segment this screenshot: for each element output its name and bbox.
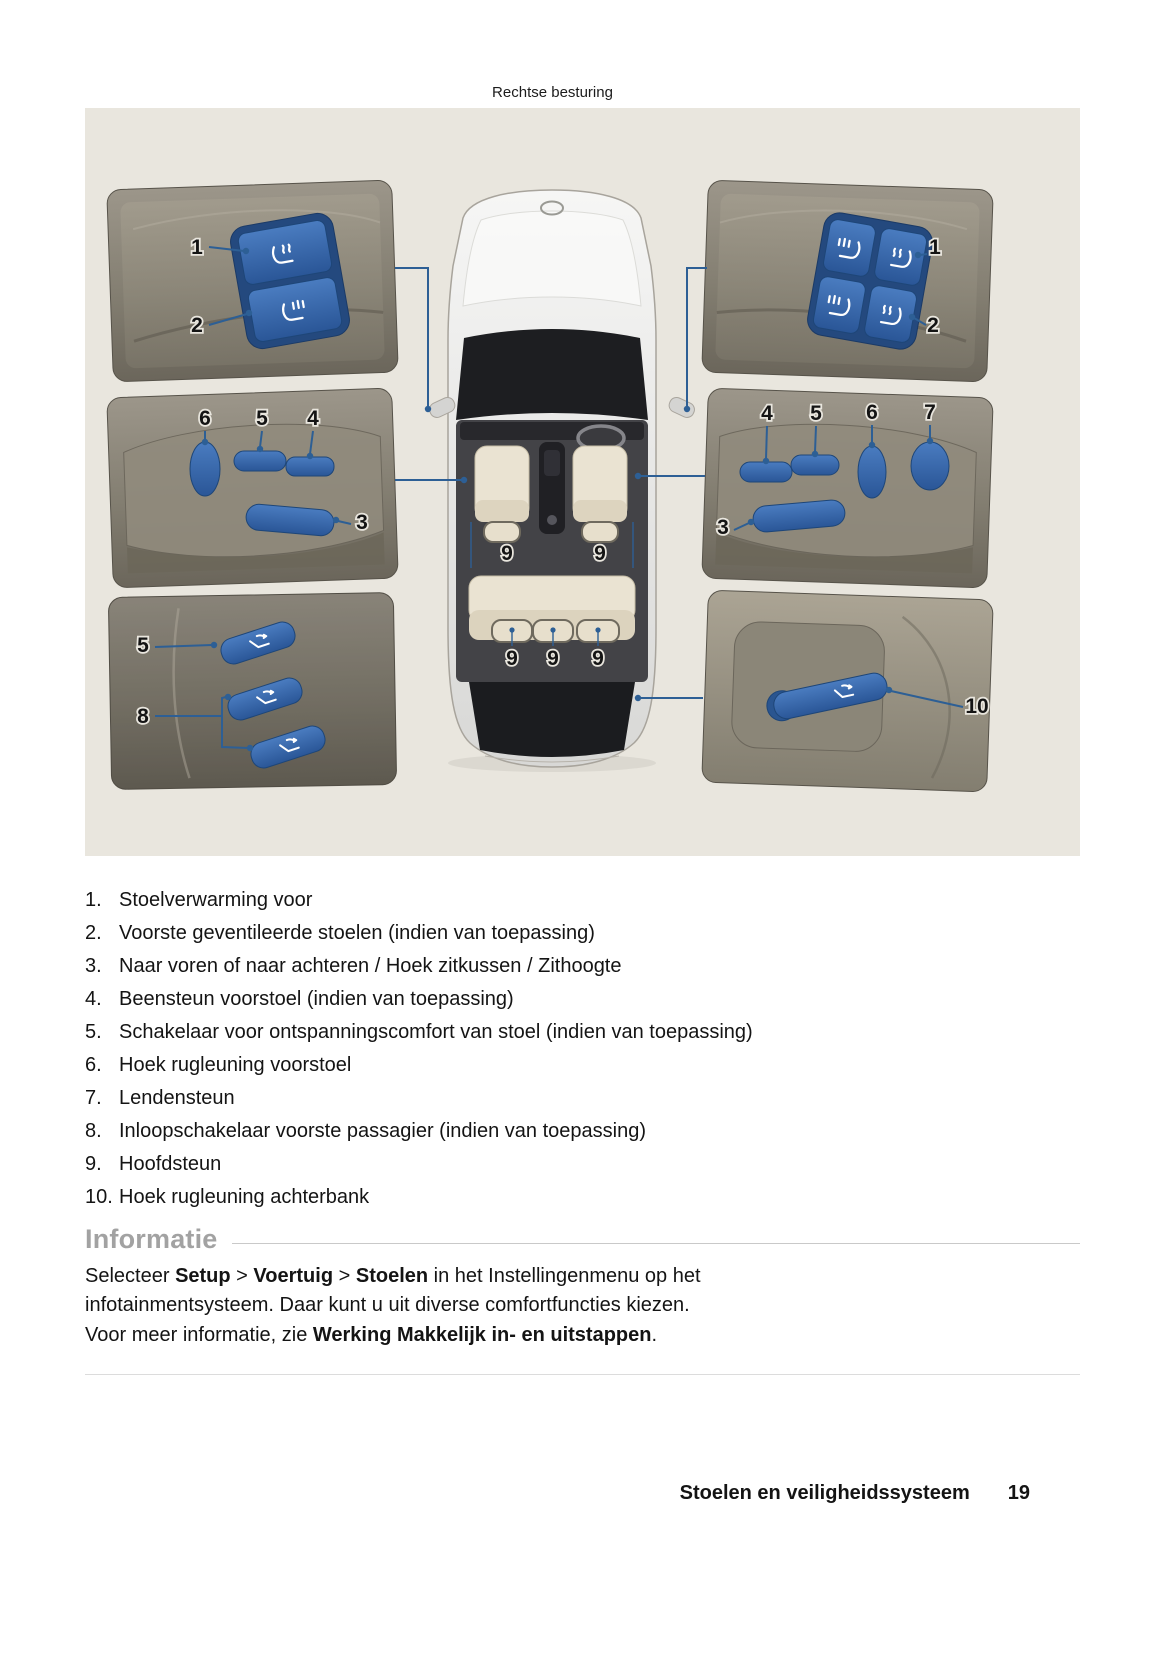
console-dial — [547, 515, 557, 525]
reference-title: Werking Makkelijk in- en uitstappen — [312, 1324, 652, 1346]
seat-adjust-panel-left — [107, 388, 398, 588]
callout-3: 3 — [717, 516, 729, 539]
legend-item — [85, 884, 1080, 917]
callout-8: 8 — [137, 705, 149, 728]
legend-item-text: Naar voren of naar achteren / Hoek zitkussen / Zithoogte — [119, 955, 622, 977]
legend-item-number: 7. — [85, 1087, 102, 1109]
relax-switch — [234, 451, 286, 471]
seat-vent-button — [822, 218, 876, 277]
callout-3: 3 — [356, 511, 368, 534]
legend-item — [85, 950, 1080, 983]
rear-recline-lever-panel — [702, 590, 994, 792]
info-section-header — [85, 1224, 1080, 1255]
rear-window — [469, 682, 635, 757]
seatback-angle-switch — [858, 446, 886, 498]
callout-5: 5 — [810, 402, 822, 425]
page-top-label: Rechtse besturing — [492, 84, 613, 101]
callout-2: 2 — [927, 314, 939, 337]
legend-item — [85, 983, 1080, 1016]
console-detail — [544, 450, 560, 476]
legend-item-text: Lendensteun — [119, 1087, 235, 1109]
door-panel-top-left — [107, 180, 399, 382]
legend-item — [85, 1148, 1080, 1181]
legend-item-text: Beensteun voorstoel (indien van toepassing) — [119, 988, 514, 1010]
seat-controls-diagram — [85, 108, 1080, 856]
text-segment: . — [651, 1324, 658, 1346]
seat-controls-figure — [85, 108, 1080, 856]
front-left-headrest — [484, 522, 520, 542]
legend-item-number: 8. — [85, 1120, 102, 1142]
text-segment: Selecteer — [85, 1265, 176, 1287]
legend-item-text: Schakelaar voor ontspanningscomfort van stoel (indien van toepassing) — [119, 1021, 753, 1043]
callout-5: 5 — [137, 634, 149, 657]
text-segment: > — [230, 1265, 254, 1287]
callout-6: 6 — [866, 401, 878, 424]
seatback-angle-switch — [190, 442, 220, 496]
heading-rule — [232, 1243, 1080, 1244]
info-paragraph-1 — [85, 1262, 895, 1319]
menu-path-setup: Setup — [175, 1265, 231, 1287]
car-hood — [463, 211, 641, 306]
door-panel-top-right — [702, 180, 994, 382]
front-right-headrest — [582, 522, 618, 542]
menu-path-voertuig: Voertuig — [253, 1265, 334, 1287]
callout-10: 10 — [965, 695, 989, 718]
leg-support-switch — [286, 457, 334, 476]
legend-item-text: Hoek rugleuning voorstoel — [119, 1054, 352, 1076]
walk-in-switch-panel — [108, 593, 396, 790]
legend-item-number: 9. — [85, 1153, 102, 1175]
front-seat-climate-switch-module — [228, 211, 352, 351]
callout-9: 9 — [547, 647, 559, 670]
callout-9: 9 — [506, 647, 518, 670]
legend-item-number: 6. — [85, 1054, 102, 1076]
legend-item-number: 1. — [85, 889, 102, 911]
legend-item-text: Inloopschakelaar voorste passagier (indien van toepassing) — [119, 1120, 646, 1142]
leg-support-switch — [740, 462, 792, 482]
legend-item-text: Stoelverwarming voor — [119, 889, 313, 911]
relax-switch — [791, 455, 839, 475]
callout-6: 6 — [199, 407, 211, 430]
callout-4: 4 — [307, 407, 319, 430]
callout-7: 7 — [924, 401, 936, 424]
callout-1: 1 — [929, 236, 941, 259]
legend-item-text: Hoek rugleuning achterbank — [119, 1186, 370, 1208]
text-segment: in het Instellingenmenu op het infotainmentsysteem. Daar kunt u uit diverse comfortfuncties kiezen. — [85, 1265, 701, 1316]
callout-5: 5 — [256, 407, 268, 430]
legend-item — [85, 1049, 1080, 1082]
legend-item — [85, 1016, 1080, 1049]
section-divider — [85, 1374, 1080, 1375]
seat-vent-button — [812, 275, 866, 334]
callout-4: 4 — [761, 402, 773, 425]
callout-1: 1 — [191, 236, 203, 259]
text-segment: > — [333, 1265, 356, 1287]
windshield — [456, 329, 648, 420]
info-heading: Informatie — [85, 1224, 218, 1254]
text-segment: Voor meer informatie, zie — [85, 1324, 313, 1346]
legend-item — [85, 1115, 1080, 1148]
legend-item-number: 4. — [85, 988, 102, 1010]
legend-item — [85, 1181, 1080, 1214]
page-footer — [85, 1482, 1030, 1505]
legend-item — [85, 917, 1080, 950]
lumbar-support-switch — [911, 442, 949, 490]
legend-item-number: 2. — [85, 922, 102, 944]
legend-item-text: Hoofdsteun — [119, 1153, 222, 1175]
passenger-seat-climate-switch-module — [805, 210, 935, 351]
legend-item-number: 3. — [85, 955, 102, 977]
legend-list — [85, 884, 1080, 1214]
footer-section-title: Stoelen en veiligheidssysteem — [679, 1482, 970, 1504]
callout-9: 9 — [594, 542, 606, 565]
seat-adjust-panel-right — [702, 388, 993, 588]
menu-path-stoelen: Stoelen — [355, 1265, 429, 1287]
info-paragraph-2 — [85, 1324, 1045, 1347]
legend-item-number: 10. — [85, 1186, 113, 1208]
callout-9: 9 — [501, 542, 513, 565]
legend-item-text: Voorste geventileerde stoelen (indien van toepassing) — [119, 922, 595, 944]
callout-2: 2 — [191, 314, 203, 337]
legend-item-number: 5. — [85, 1021, 102, 1043]
footer-page-number: 19 — [1007, 1482, 1030, 1504]
callout-9: 9 — [592, 647, 604, 670]
legend-item — [85, 1082, 1080, 1115]
